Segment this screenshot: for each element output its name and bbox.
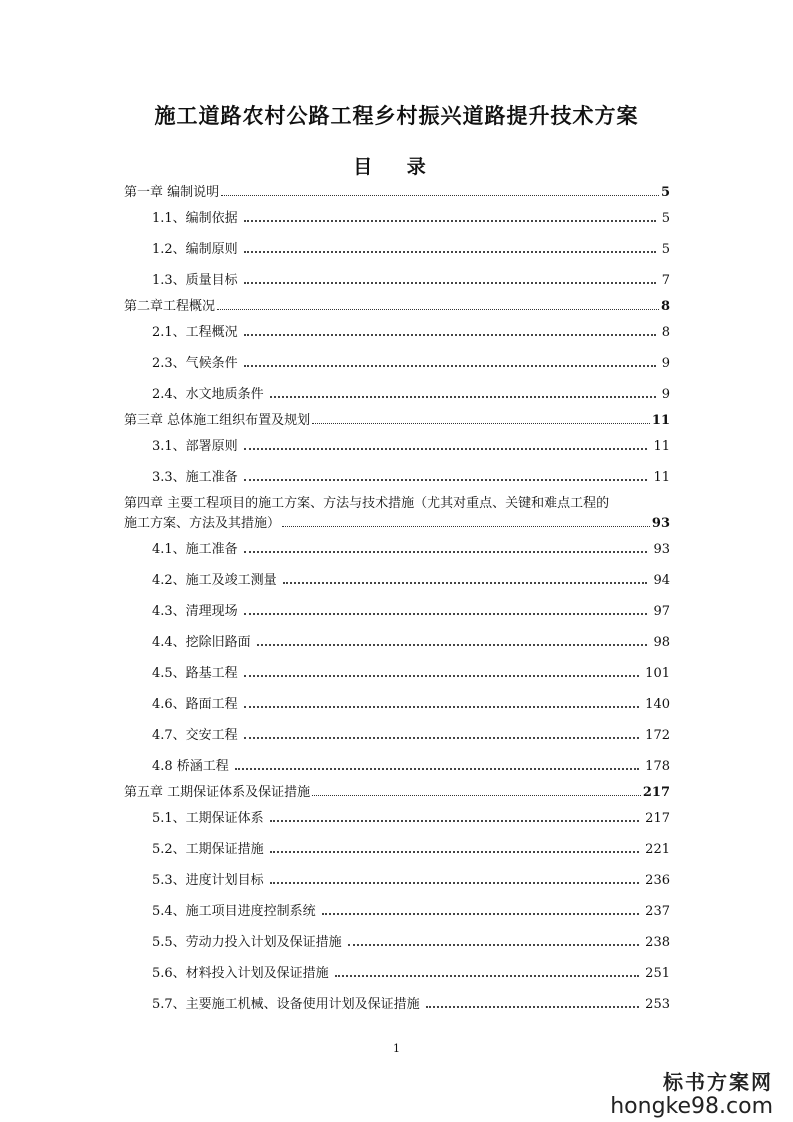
dot-leader (270, 820, 639, 822)
toc-section-2-4[interactable] (124, 386, 670, 403)
dot-leader (244, 613, 648, 615)
dot-leader (426, 1006, 639, 1008)
toc-label: 4.8 桥涵工程 (152, 759, 229, 774)
toc-label: 5.5、劳动力投入计划及保证措施 (152, 935, 342, 950)
toc-page: 5 (661, 242, 670, 257)
toc-label: 2.4、水文地质条件 (152, 387, 264, 402)
toc-page: 9 (661, 387, 670, 402)
dot-leader (244, 479, 648, 481)
toc-section-5-4[interactable] (124, 903, 670, 920)
toc-page: 172 (645, 728, 670, 743)
toc-page: 93 (651, 516, 670, 531)
toc-label: 5.4、施工项目进度控制系统 (152, 904, 316, 919)
toc-label: 4.1、施工准备 (152, 542, 238, 557)
toc-label: 5.7、主要施工机械、设备使用计划及保证措施 (152, 997, 420, 1012)
toc-label: 3.1、部署原则 (152, 439, 238, 454)
toc-page: 93 (653, 542, 670, 557)
toc-page: 236 (645, 873, 670, 888)
toc-page: 9 (661, 356, 670, 371)
dot-leader (322, 913, 639, 915)
watermark (610, 1066, 773, 1119)
toc-chapter-2[interactable] (124, 298, 670, 315)
dot-leader (270, 396, 656, 398)
dot-leader (244, 448, 648, 450)
toc-label: 1.1、编制依据 (152, 211, 238, 226)
dot-leader (217, 309, 659, 310)
toc-section-1-2[interactable] (124, 241, 670, 258)
toc-section-5-7[interactable] (124, 996, 670, 1013)
toc-label: 4.7、交安工程 (152, 728, 238, 743)
toc-label: 5.1、工期保证体系 (152, 811, 264, 826)
toc-section-4-8[interactable] (124, 758, 670, 775)
toc-label: 2.3、气候条件 (152, 356, 238, 371)
toc-label: 3.3、施工准备 (152, 470, 238, 485)
dot-leader (270, 882, 639, 884)
toc-label: 第二章工程概况 (124, 299, 216, 314)
dot-leader (244, 551, 648, 553)
toc-page: 217 (642, 785, 670, 800)
toc-section-4-6[interactable] (124, 696, 670, 713)
toc-label: 1.3、质量目标 (152, 273, 238, 288)
page-number: 1 (393, 1042, 400, 1055)
toc-section-4-1[interactable] (124, 541, 670, 558)
toc-page: 238 (645, 935, 670, 950)
toc-page: 140 (645, 697, 670, 712)
toc-page: 11 (653, 470, 670, 485)
toc-chapter-5[interactable] (124, 784, 670, 801)
toc-section-3-3[interactable] (124, 469, 670, 486)
dot-leader (244, 675, 639, 677)
toc-page: 8 (661, 325, 670, 340)
toc-section-5-2[interactable] (124, 841, 670, 858)
toc-section-3-1[interactable] (124, 438, 670, 455)
dot-leader (244, 251, 656, 253)
toc-page: 11 (651, 413, 670, 428)
toc-page: 178 (645, 759, 670, 774)
toc-section-4-5[interactable] (124, 665, 670, 682)
watermark-name: 标书方案网 (663, 1070, 773, 1094)
toc-heading: 目 录 (353, 156, 440, 178)
toc-label: 4.4、挖除旧路面 (152, 635, 251, 650)
dot-leader (283, 582, 648, 584)
toc-section-1-1[interactable] (124, 210, 670, 227)
dot-leader (348, 944, 639, 946)
toc-page: 237 (645, 904, 670, 919)
toc-page: 253 (645, 997, 670, 1012)
toc-label: 第五章 工期保证体系及保证措施 (124, 785, 311, 800)
toc-section-2-3[interactable] (124, 355, 670, 372)
dot-leader (244, 737, 639, 739)
toc-page: 5 (661, 211, 670, 226)
toc-page: 98 (653, 635, 670, 650)
dot-leader (257, 644, 648, 646)
toc-section-5-6[interactable] (124, 965, 670, 982)
dot-leader (221, 195, 659, 196)
toc-page: 251 (645, 966, 670, 981)
dot-leader (244, 365, 656, 367)
dot-leader (244, 706, 639, 708)
toc-section-1-3[interactable] (124, 272, 670, 289)
dot-leader (244, 282, 656, 284)
toc-label: 施工方案、方法及其措施） (124, 516, 281, 531)
toc-label: 4.3、清理现场 (152, 604, 238, 619)
dot-leader (335, 975, 639, 977)
toc-section-5-5[interactable] (124, 934, 670, 951)
toc-section-5-3[interactable] (124, 872, 670, 889)
toc-section-4-4[interactable] (124, 634, 670, 651)
toc-label: 5.3、进度计划目标 (152, 873, 264, 888)
toc-section-4-3[interactable] (124, 603, 670, 620)
watermark-domain: hongke98.com (610, 1094, 773, 1119)
dot-leader (270, 851, 639, 853)
dot-leader (312, 795, 641, 796)
toc-chapter-4-line-1[interactable]: 第四章 主要工程项目的施工方案、方法与技术措施（尤其对重点、关键和难点工程的 (124, 496, 610, 511)
toc-page: 221 (645, 842, 670, 857)
toc-chapter-1[interactable] (124, 184, 670, 201)
toc-chapter-4[interactable] (124, 515, 670, 532)
document-title: 施工道路农村公路工程乡村振兴道路提升技术方案 (154, 103, 639, 128)
toc-section-4-7[interactable] (124, 727, 670, 744)
toc-section-4-2[interactable] (124, 572, 670, 589)
toc-page: 97 (653, 604, 670, 619)
toc-label: 5.2、工期保证措施 (152, 842, 264, 857)
toc-label: 4.5、路基工程 (152, 666, 238, 681)
toc-label: 4.6、路面工程 (152, 697, 238, 712)
toc-page: 94 (653, 573, 670, 588)
toc-label: 2.1、工程概况 (152, 325, 238, 340)
toc-label: 第三章 总体施工组织布置及规划 (124, 413, 311, 428)
toc-page: 11 (653, 439, 670, 454)
toc-section-5-1[interactable] (124, 810, 670, 827)
toc-page: 101 (645, 666, 670, 681)
toc-label: 4.2、施工及竣工测量 (152, 573, 277, 588)
toc-page: 217 (645, 811, 670, 826)
dot-leader (312, 423, 650, 424)
toc-page: 8 (660, 299, 670, 314)
dot-leader (244, 220, 656, 222)
toc-label: 5.6、材料投入计划及保证措施 (152, 966, 329, 981)
dot-leader (235, 768, 639, 770)
toc-label: 1.2、编制原则 (152, 242, 238, 257)
toc-section-2-1[interactable] (124, 324, 670, 341)
dot-leader (244, 334, 656, 336)
toc-page: 5 (660, 185, 670, 200)
toc-page: 7 (661, 273, 670, 288)
toc-label: 第一章 编制说明 (124, 185, 220, 200)
dot-leader (282, 526, 650, 527)
toc-chapter-3[interactable] (124, 412, 670, 429)
